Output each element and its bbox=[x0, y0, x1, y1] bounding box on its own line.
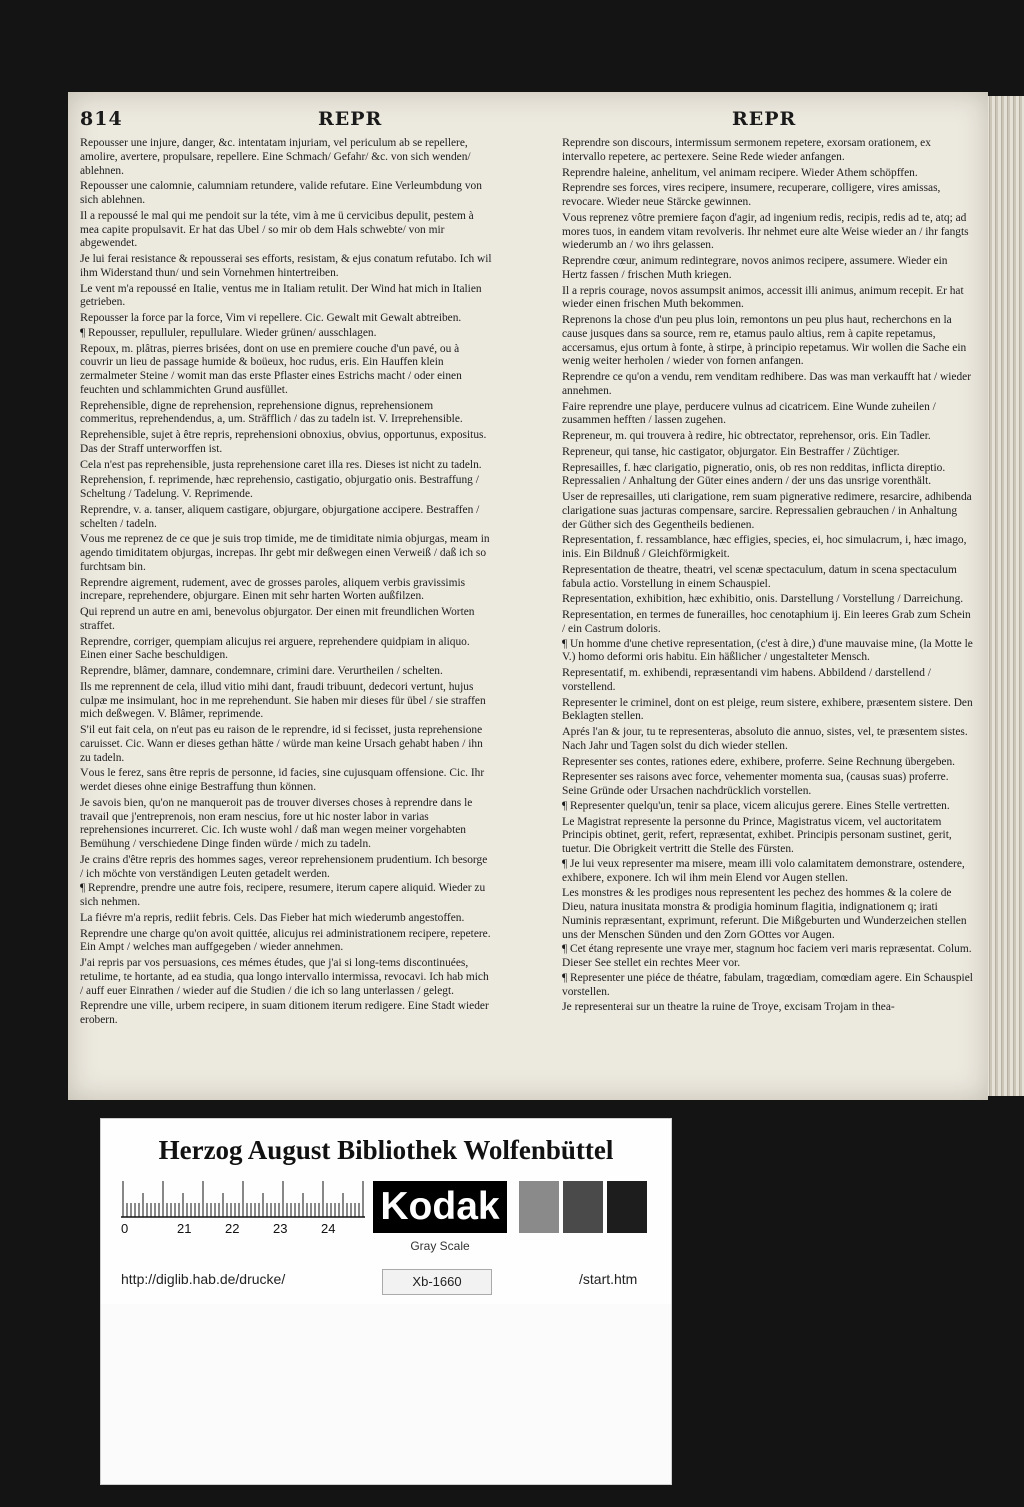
dictionary-entry: La fiévre m'a repris, rediit febris. Cels. Das Fieber hat mich wiederumb angestoffen. bbox=[80, 909, 465, 924]
dictionary-entry: Repousser la force par la force, Vim vi repellere. Cic. Gewalt mit Gewalt abtreiben. bbox=[80, 310, 462, 324]
dictionary-entry: Repreneur, qui tanse, hic castigator, objurgator. Ein Bestraffer / Züchtiger. bbox=[562, 443, 900, 458]
dictionary-entry: Qui reprend un autre en ami, benevolus objurgator. Der einen mit freundlichen Worten straffet. bbox=[80, 604, 475, 632]
kodak-logo: Kodak bbox=[373, 1181, 507, 1233]
dictionary-entry: Repreneur, m. qui trouvera à redire, hic obtrectator, reprehensor, oris. Ein Tadler. bbox=[562, 428, 931, 442]
ruler-label: 0 bbox=[121, 1221, 129, 1236]
dictionary-entry: Je savois bien, qu'on ne manqueroit pas de trouver diverses choses à reprendre dans le travail que j'entreprenois, non eram nescius, fore ut hic noster labor in varias reprehensiones incurreret. Cic. Ich wuste wohl / daß man wegen meiner vorgehabten Bemühung / verschiedene Dinge finden würde / mich zu tadeln. bbox=[80, 794, 473, 850]
gray-patch bbox=[563, 1181, 603, 1233]
library-scan-target bbox=[100, 1118, 672, 1485]
ruler-label: 21 bbox=[177, 1221, 192, 1236]
dictionary-entry: Reprendre, corriger, quempiam alicujus rei arguere, reprehendere quidpiam in aliquo. Einen einer Sache beschuldigen. bbox=[80, 633, 470, 662]
dictionary-entry: Reprenons la chose d'un peu plus loin, remontons un peu plus haut, recherchons en la cause jusques dans sa source, rem re, etamus paulo altius, rem à capite repetamus, accersamus, ejus ortum à fonte, à stirpe, à principio repetamus. Wir wollen die Sache ein wenig weiter herholen / wieder von fornen anfangen. bbox=[562, 312, 967, 368]
dictionary-entry: Reprendre cœur, animum redintegrare, novos animos recipere, assumere. Wieder ein Hertz fassen / frischen Muth kriegen. bbox=[562, 253, 948, 281]
gray-patch bbox=[607, 1181, 647, 1233]
dictionary-entry: Vous me reprenez de ce que je suis trop timide, me de timiditate nimia objurgas, meam in agendo timiditatem objurgas, increpas. Ihr gebt mir deßwegen einen Verweiß / daß ich so furchtsam bin. bbox=[80, 531, 490, 573]
dictionary-entry: ¶ Representer une piéce de théatre, fabulam, tragœdiam, comœdiam agere. Ein Schauspiel vorstellen. bbox=[562, 971, 973, 998]
url-right: /start.htm bbox=[579, 1271, 638, 1287]
shelfmark: Xb-1660 bbox=[382, 1269, 492, 1295]
dictionary-entry: Reprendre ses forces, vires recipere, insumere, recuperare, colligere, vires amissas, revocare. Wieder neue Stärcke gewinnen. bbox=[562, 180, 941, 208]
dictionary-entry: Reprehensible, digne de reprehension, reprehensione dignus, reprehensionem commeritus, reprehendendus, a, um. Sträfflich / das zu tadeln ist. V. Irreprehensible. bbox=[80, 397, 463, 426]
left-column bbox=[80, 136, 492, 1094]
ruler-label: 22 bbox=[225, 1221, 240, 1236]
dictionary-entry: Le vent m'a repoussé en Italie, ventus me in Italiam retulit. Der Wind hat mich in Italien getrieben. bbox=[80, 280, 482, 309]
dictionary-entry: J'ai repris par vos persuasions, ces mémes études, que j'ai si long-tems discontinuées, retulime, te hortante, ad ea studia, qua longo intervallo intermissa, revocavi. Ich hab mich / auff euer Einrathen / wieder auf die Studien / die ich so lang unterlassen / gelegt. bbox=[80, 955, 489, 997]
dictionary-entry: Reprendre, v. a. tanser, aliquem castigare, objurgare, objurgatione accipere. Bestraffen / schelten / tadeln. bbox=[80, 501, 480, 530]
dictionary-entry: ¶ Representer quelqu'un, tenir sa place, vicem alicujus gerere. Eines Stelle vertretten. bbox=[562, 799, 950, 812]
dictionary-entry: Representation de theatre, theatri, vel scenæ spectaculum, datum in scena spectaculum fabula actio. Vorstellung in einem Schauspiel. bbox=[562, 561, 957, 590]
dictionary-entry: Representer ses contes, rationes edere, exhibere, proferre. Seine Rechnung übergeben. bbox=[562, 753, 956, 768]
dictionary-entry: Representation, en termes de funerailles, hoc cenotaphium ij. Ein leeres Grab zum Schein / ein Castrum doloris. bbox=[562, 607, 971, 635]
book-page bbox=[68, 92, 988, 1100]
dictionary-entry: Reprendre son discours, intermissum sermonem repetere, exorsam orationem, ex intervallo repetere, ac pertexere. Seine Rede wieder anfangen. bbox=[562, 136, 931, 163]
book-fore-edge bbox=[984, 96, 1024, 1096]
scale-ruler bbox=[121, 1179, 365, 1219]
dictionary-entry: Ils me reprennent de cela, illud vitio mihi dant, fraudi tribuunt, dedecori vertunt, hujus culpæ me insimulant, hoc in me reprehendunt. Sie haben mir dieses für übel / sie straffen mich deßwegen. V. Blâmer, reprimende. bbox=[80, 678, 486, 721]
dictionary-entry: ¶ Cet étang represente une vraye mer, stagnum hoc faciem veri maris repræsentat. Colum. Dieser See stellet ein rechtes Meer vor. bbox=[562, 943, 972, 969]
dictionary-entry: Faire reprendre une playe, perducere vulnus ad cicatricem. Eine Wunde zuheilen / zusammen hefften / lassen zugehen. bbox=[562, 398, 936, 427]
dictionary-entry: Reprendre ce qu'on a vendu, rem venditam redhibere. Das was man verkaufft hat / wieder annehmen. bbox=[562, 369, 972, 397]
dictionary-entry: Reprendre une charge qu'on avoit quittée, alicujus rei administrationem recipere, repetere. Ein Ampt / welches man auffgegeben / wieder annehmen. bbox=[80, 925, 491, 954]
dictionary-entry: Vous reprenez vôtre premiere façon d'agir, ad ingenium redis, recipis, redis ad te, atq; ad mores tuos, in eandem vitam revolveris. Ihr nehmet eure alte Weise wieder an / ihr fangts wiederumb an / wo ihrs gelassen. bbox=[562, 209, 969, 252]
dictionary-entry: Representer le criminel, dont on est pleige, reum sistere, exhibere, præsentem sistere. Den Beklagten stellen. bbox=[562, 694, 973, 723]
dictionary-entry: Represailles, f. hæc clarigatio, pigneratio, onis, ob res non redditas, inflicta direptio. Repressalien / Anhaltung der Güter eines andern / der uns das unsrige vorenthält. bbox=[562, 459, 946, 488]
dictionary-entry: Reprendre, blâmer, damnare, condemnare, crimini dare. Verurtheilen / schelten. bbox=[80, 663, 443, 677]
dictionary-entry: ¶ Je lui veux representer ma misere, meam illi volo calamitatem demonstrare, ostendere, exhibere, exponere. Ich wil ihm mein Elend vor Augen stellen. bbox=[562, 857, 965, 884]
dictionary-entry: Il a repris courage, novos assumpsit animos, accessit illi animus, animum recepit. Er hat wieder einen frischen Muth bekommen. bbox=[562, 282, 964, 311]
dictionary-entry: Representatif, m. exhibendi, repræsentandi vim habens. Abbildend / darstellend / vorstellend. bbox=[562, 665, 931, 693]
dictionary-entry: Representation, f. ressamblance, hæc effigies, species, ei, hoc simulacrum, i, hæc imago, inis. Ein Bildnuß / Gleichförmigkeit. bbox=[562, 532, 967, 560]
dictionary-entry: Reprehensible, sujet à être repris, reprehensioni obnoxius, obvius, opportunus, expositus. Das der Straff unterworffen ist. bbox=[80, 427, 487, 455]
dictionary-entry: S'il eut fait cela, on n'eut pas eu raison de le reprendre, id si fecisset, justa reprehensione caruisset. Cic. Wann er dieses gethan hätte / würde man keine Ursach gehabt haben / ihn zu tadeln. bbox=[80, 722, 483, 764]
dictionary-entry: Repousser une injure, danger, &c. intentatam injuriam, vel periculum ab se repellere, amolire, avertere, propulsare, repellere. Eine Schmach/ Gefahr/ &c. von sich wenden/ ablehnen. bbox=[80, 136, 471, 177]
right-column bbox=[562, 136, 974, 1094]
dictionary-entry: Reprendre une ville, urbem recipere, in suam ditionem iterum redigere. Eine Stadt wieder erobern. bbox=[80, 998, 489, 1026]
dictionary-entry: Je crains d'être repris des hommes sages, vereor reprehensionem prudentium. Ich besorge / ich möchte von verständigen Leuten getadelt werden. bbox=[80, 851, 488, 880]
dictionary-entry: Vous le ferez, sans être repris de personne, id facies, sine cujusquam offensione. Cic. Ihr werdet dieses ohne einige Bestraffung thun können. bbox=[80, 765, 485, 793]
dictionary-entry: Representer ses raisons avec force, vehementer momenta sua, (causas suas) proferre. Seine Gründe oder Ursachen nachdrücklich vorstellen. bbox=[562, 769, 949, 797]
gray-scale-label: Gray Scale bbox=[410, 1239, 470, 1253]
dictionary-entry: ¶ Reprendre, prendre une autre fois, recipere, resumere, iterum capere aliquid. Wieder zu sich nehmen. bbox=[80, 882, 486, 908]
dictionary-entry: Aprés l'an & jour, tu te representeras, absoluto die annuo, sistes, vel, te præsentem sistes. Nach Jahr und Tagen solst du dich wieder stellen. bbox=[562, 724, 968, 752]
dictionary-entry: Je representerai sur un theatre la ruine de Troye, excisam Trojam in thea- bbox=[562, 999, 895, 1014]
dictionary-entry: Repoux, m. plâtras, pierres brisées, dont on use en premiere couche d'un pavé, ou à couvrir un lieu de passage humide & boüeux, hoc rudus, eris. Ein Hauffen klein zermalmeter Steine / womit man das erste Pflaster eines Estrichs macht / oder einen feuchten und schlammichten Grund ausfüllet. bbox=[80, 340, 462, 396]
dictionary-entry: Reprendre haleine, anhelitum, vel animam recipere. Wieder Athem schöpffen. bbox=[562, 164, 918, 179]
dictionary-entry: User de represailles, uti clarigatione, rem suam pignerative redimere, resarcire, adhibenda clarigatione suas jacturas compensare, sarcire. Repressalien gebrauchen / in Anhaltung der Güther sich des Gegentheils bedienen. bbox=[562, 489, 972, 531]
ruler-label: 23 bbox=[273, 1221, 288, 1236]
dictionary-entry: Reprehension, f. reprimende, hæc reprehensio, castigatio, objurgatio onis. Bestraffung / Scheltung / Tadelung. V. Reprimende. bbox=[80, 472, 479, 500]
running-header-left: REPR bbox=[318, 108, 383, 130]
dictionary-entry: Cela n'est pas reprehensible, justa reprehensione caret illa res. Dieses ist nicht zu tadeln. bbox=[80, 456, 482, 471]
dictionary-entry: Il a repoussé le mal qui me pendoit sur la téte, vim à me ü cervicibus depulit, pestem à mea capite propulsavit. Er hat das Ubel / so mir ob dem Hals schwebte/ von mir abgewendet. bbox=[80, 207, 474, 250]
dictionary-entry: Representation, exhibition, hæc exhibitio, onis. Darstellung / Vorstellung / Darreichung. bbox=[562, 591, 964, 606]
dictionary-entry: ¶ Un homme d'une chetive representation, (c'est à dire,) d'une mauvaise mine, (la Motte le V.) homo deformi oris habitu. Ein häßlicher / ungestalteter Mensch. bbox=[562, 637, 973, 664]
library-name: Herzog August Bibliothek Wolfenbüttel bbox=[158, 1135, 614, 1165]
page-number: 814 bbox=[80, 108, 123, 130]
ruler-label: 24 bbox=[321, 1221, 336, 1236]
gray-patch bbox=[519, 1181, 559, 1233]
dictionary-entry: Les monstres & les prodiges nous representent les pechez des hommes & la colere de Dieu, natura inusitata monstra & prodigia hominum flagitia, indignationem q; irati Numinis repræsentant, exprimunt, referunt. Die Mißgeburten und Wunderzeichen stellen uns der Menschen Sünden und den Zorn GOttes vor Augen. bbox=[562, 885, 967, 941]
dictionary-entry: Repousser une calomnie, calumniam retundere, valide refutare. Eine Verleumbdung von sich ablehnen. bbox=[80, 178, 482, 206]
dictionary-entry: Je lui ferai resistance & repousserai ses efforts, resistam, & ejus conatum refutabo. Ich wil ihm Widerstand thun/ und sein Vornehmen hintertreiben. bbox=[80, 251, 492, 279]
dictionary-entry: Le Magistrat represente la personne du Prince, Magistratus vicem, vel auctoritatem Principis obtinet, gerit, refert, repræsentat, exhibet. Principis personam sustinet, gerit, tuetur. Die Obrigkeit vertritt die Stelle des Fürsten. bbox=[562, 813, 952, 855]
card-blank-area bbox=[101, 1304, 671, 1484]
url-left: http://diglib.hab.de/drucke/ bbox=[121, 1271, 286, 1287]
dictionary-entry: Reprendre aigrement, rudement, avec de grosses paroles, aliquem verbis gravissimis increpare, reprehendere, objurgare. Einen mit sehr harten Worten außfilzen. bbox=[80, 574, 466, 603]
dictionary-entry: ¶ Repousser, repulluler, repullulare. Wieder grünen/ ausschlagen. bbox=[80, 326, 377, 339]
running-header-right: REPR bbox=[732, 108, 797, 130]
